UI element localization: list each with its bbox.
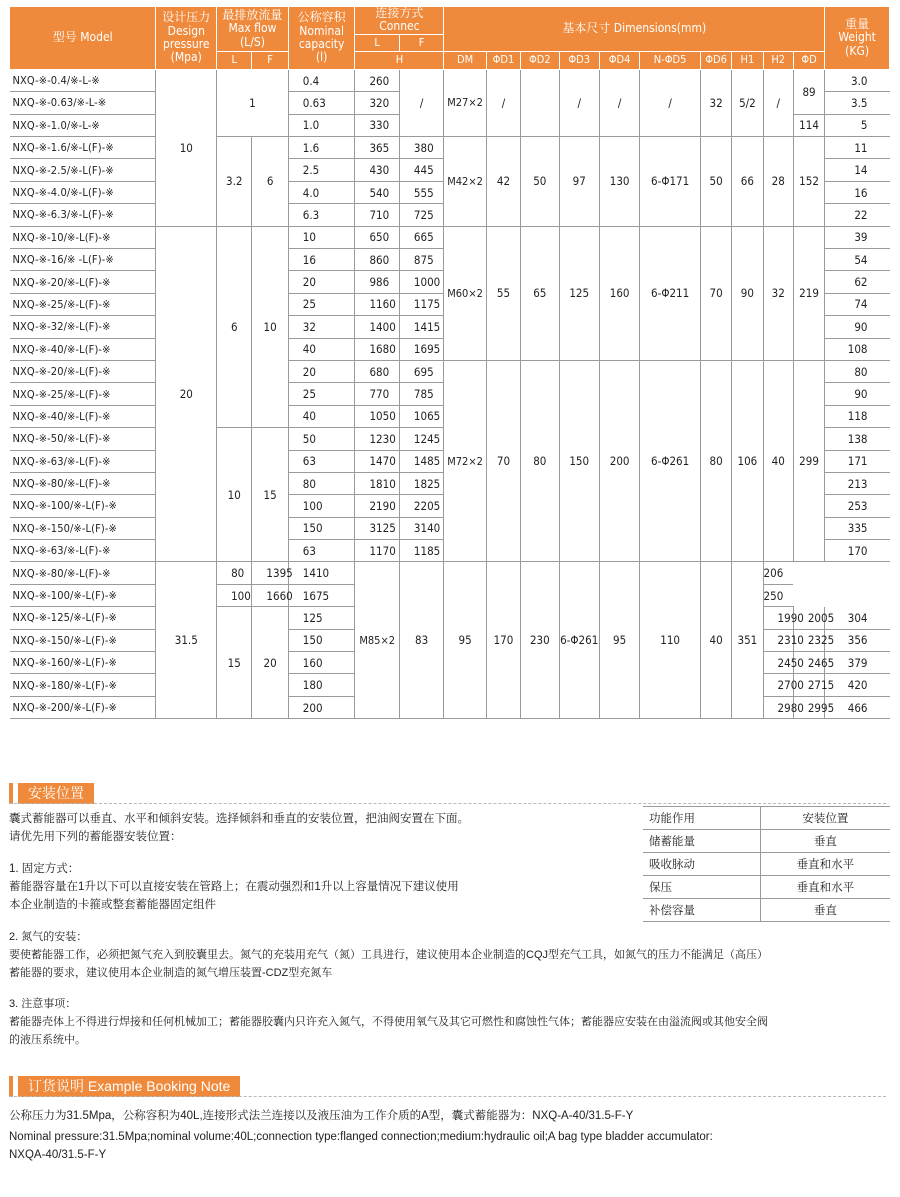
connect-l-cell: 330 [355,114,399,136]
model-cell: NXQ-※-16/※ -L(F)-※ [10,249,156,271]
table-row [643,876,890,899]
capacity-cell: 160 [288,652,355,674]
nd5-cell: 6-Φ211 [640,226,701,360]
d6-cell: 80 [700,360,731,562]
connect-h-cell: 875 [399,249,443,271]
model-cell: NXQ-※-125/※-L(F)-※ [10,607,156,629]
capacity-cell: 20 [288,360,355,382]
install-item-text: 蓄能器的要求，建议使用本企业制造的氮气增压装置-CDZ型充氮车 [9,967,333,979]
header-d6: ΦD6 [700,51,731,69]
connect-l-cell: 860 [355,249,399,271]
weight-cell: 5 [825,114,890,136]
header-nominal-capacity [288,7,355,70]
header-connect-h: H [355,51,444,69]
model-cell: NXQ-※-1.6/※-L(F)-※ [10,137,156,159]
flow-f-cell: 10 [252,226,288,428]
d-cell: 219 [793,226,824,360]
header-d1: ΦD1 [486,51,520,69]
nd5-cell: 6-Φ171 [640,137,701,227]
model-cell: NXQ-※-4.0/※-L(F)-※ [10,181,156,203]
d1-cell: 42 [486,137,520,227]
nd5-cell: / [640,69,701,136]
h1-cell: 66 [732,137,763,227]
connect-h-cell: 2325 [793,629,824,651]
capacity-cell: 6.3 [288,204,355,226]
header-weight-line: 重量 [845,16,870,31]
weight-cell: 54 [825,249,890,271]
flow-f-cell: 15 [252,428,288,562]
d1-cell: 83 [399,562,443,719]
model-cell: NXQ-※-100/※-L(F)-※ [10,495,156,517]
connect-l-cell: 430 [355,159,399,181]
d1-cell: / [486,69,520,136]
connect-l-cell: 680 [355,360,399,382]
connect-l-cell: 1810 [355,472,399,494]
h1-cell: 5/2 [732,69,763,136]
capacity-cell: 25 [288,293,355,315]
h2-cell: 40 [763,360,793,562]
d3-cell: / [559,69,599,136]
table-row [643,853,890,876]
model-cell: NXQ-※-180/※-L(F)-※ [10,674,156,696]
install-item-text: 的液压系统中。 [9,1034,86,1046]
model-cell: NXQ-※-6.3/※-L(F)-※ [10,204,156,226]
flow-l-cell: 10 [217,428,252,562]
header-design-pressure [156,7,217,70]
capacity-cell: 10 [288,226,355,248]
h1-cell: 90 [732,226,763,360]
booking-section-title: 订货说明 Example Booking Note [18,1076,240,1097]
header-weight-line: (KG) [845,43,870,58]
nd5-cell: 6-Φ261 [640,360,701,562]
weight-cell: 170 [825,540,890,562]
connect-l-cell: 1170 [355,540,399,562]
connect-h-cell: 3140 [399,517,443,539]
d-cell: 351 [732,562,763,719]
model-cell: NXQ-※-100/※-L(F)-※ [10,584,156,606]
connect-l-cell: 260 [355,69,399,91]
connect-h-cell: 2465 [793,652,824,674]
connect-l-cell: 1990 [763,607,793,629]
header-capacity-line: (l) [315,50,328,65]
capacity-cell: 100 [217,584,252,606]
capacity-cell: 16 [288,249,355,271]
connect-h-cell: 1410 [288,562,355,584]
table-row [643,830,890,853]
d3-cell: 97 [559,137,599,227]
spec-table-body [10,69,890,718]
position-cell: 垂直 [760,899,890,922]
header-max-flow-line: Max flow [228,21,277,36]
model-cell: NXQ-※-0.63/※-L-※ [10,92,156,114]
capacity-cell: 150 [288,629,355,651]
d6-cell: 95 [599,562,639,719]
model-cell: NXQ-※-150/※-L(F)-※ [10,517,156,539]
connect-h-cell: 665 [399,226,443,248]
capacity-cell: 25 [288,383,355,405]
model-cell: NXQ-※-20/※-L(F)-※ [10,271,156,293]
d3-cell: 150 [559,360,599,562]
connect-h-cell: 1675 [288,584,355,606]
flow-f-cell: 20 [252,607,288,719]
flow-l-cell: 15 [217,607,252,719]
connect-h-cell: 785 [399,383,443,405]
h2-cell: 28 [763,137,793,227]
model-cell: NXQ-※-32/※-L(F)-※ [10,316,156,338]
connect-l-cell: 710 [355,204,399,226]
weight-cell: 213 [825,472,890,494]
weight-cell: 39 [825,226,890,248]
connect-h-cell: 1245 [399,428,443,450]
install-item-text: 蓄能器壳体上不得进行焊接和任何机械加工；蓄能器胶囊内只许充入氮气，不得使用氧气及其它可燃性和腐蚀性气体；蓄能器应安装在由溢流阀或其他安全阀 [9,1016,768,1028]
capacity-cell: 63 [288,450,355,472]
install-item-text: 蓄能器容量在1升以下可以直接安装在管路上；在震动强烈和1升以上容量情况下建议使用 [9,881,459,893]
d4-cell: / [599,69,639,136]
model-cell: NXQ-※-160/※-L(F)-※ [10,652,156,674]
capacity-cell: 125 [288,607,355,629]
connect-h-cell: 2995 [793,696,824,718]
h2-cell: 32 [763,226,793,360]
header-design-pressure-line: Design [167,23,205,38]
d-cell: 114 [793,114,824,136]
weight-cell: 16 [825,181,890,203]
capacity-cell: 0.63 [288,92,355,114]
connect-l-cell: 1680 [355,338,399,360]
install-intro-line: 囊式蓄能器可以垂直、水平和倾斜安装。选择倾斜和垂直的安装位置，把油阀安置在下面。 [9,813,469,825]
capacity-cell: 0.4 [288,69,355,91]
weight-cell: 250 [763,584,793,606]
connect-l-cell: 365 [355,137,399,159]
header-design-pressure-line: 设计压力 [162,10,211,25]
function-cell: 吸收脉动 [643,853,760,876]
booking-section-header [9,1076,240,1097]
weight-cell: 206 [763,562,793,584]
header-connect-l: L [355,34,399,51]
connect-l-cell: 2980 [763,696,793,718]
install-item-text: 要使蓄能器工作，必须把氮气充入到胶囊里去。氮气的充装用充气（氮）工具进行，建议使用本企业制造的CQJ型充气工具，如氮气的压力不能满足（高压） [9,949,768,961]
header-max-flow [217,7,289,52]
connect-h-cell: 1695 [399,338,443,360]
function-cell: 储蓄能量 [643,830,760,853]
capacity-cell: 50 [288,428,355,450]
d6-cell: 50 [700,137,731,227]
capacity-cell: 1.6 [288,137,355,159]
install-item-title: 3. 注意事项： [9,998,77,1010]
install-item-1 [9,860,639,914]
connect-h-cell: 380 [399,137,443,159]
booking-note [9,1107,894,1164]
connect-l-cell: 2700 [763,674,793,696]
install-section-header [9,783,94,804]
connect-h-cell: 695 [399,360,443,382]
weight-cell: 11 [825,137,890,159]
connect-l-cell: 1395 [252,562,288,584]
weight-cell: 356 [825,629,890,651]
spec-table [9,6,890,719]
capacity-cell: 32 [288,316,355,338]
header-h1: H1 [732,51,763,69]
header-dm: DM [444,51,486,69]
d2-cell: 65 [521,226,559,360]
function-cell: 补偿容量 [643,899,760,922]
capacity-cell: 20 [288,271,355,293]
capacity-cell: 4.0 [288,181,355,203]
d4-cell: 130 [599,137,639,227]
model-cell: NXQ-※-80/※-L(F)-※ [10,562,156,584]
weight-cell: 420 [825,674,890,696]
connect-l-cell: 986 [355,271,399,293]
header-d3: ΦD3 [559,51,599,69]
position-cell: 垂直和水平 [760,853,890,876]
capacity-cell: 63 [288,540,355,562]
weight-cell: 22 [825,204,890,226]
model-cell: NXQ-※-40/※-L(F)-※ [10,338,156,360]
connect-h-cell: / [399,69,443,136]
weight-cell: 74 [825,293,890,315]
install-item-3 [9,995,894,1049]
header-design-pressure-line: pressure [162,36,210,51]
flow-l-cell: 3.2 [217,137,252,227]
dm-cell: M42×2 [444,137,486,227]
header-connect [355,7,444,35]
d4-cell: 160 [599,226,639,360]
header-nd5: N-ΦD5 [640,51,701,69]
model-cell: NXQ-※-25/※-L(F)-※ [10,293,156,315]
h2-cell: 40 [700,562,731,719]
pressure-cell: 10 [156,69,217,226]
connect-l-cell: 540 [355,181,399,203]
weight-cell: 171 [825,450,890,472]
position-cell: 垂直和水平 [760,876,890,899]
pressure-cell: 20 [156,226,217,562]
weight-cell: 80 [825,360,890,382]
model-cell: NXQ-※-63/※-L(F)-※ [10,450,156,472]
booking-line-cn: 公称压力为31.5Mpa，公称容积为40L,连接形式法兰连接以及液压油为工作介质的A型，囊式蓄能器为：NXQ-A-40/31.5-F-Y [9,1110,634,1122]
d3-cell: 125 [559,226,599,360]
header-design-pressure-line: (Mpa) [170,50,202,65]
connect-l-cell: 770 [355,383,399,405]
weight-cell: 304 [825,607,890,629]
weight-cell: 138 [825,428,890,450]
table-row [10,562,890,584]
header-max-flow-line: (L/S) [239,34,265,49]
d3-cell: 170 [486,562,520,719]
dm-cell: M27×2 [444,69,486,136]
connect-l-cell: 1470 [355,450,399,472]
flow-cell: 1 [217,69,289,136]
d-cell: 299 [793,360,824,562]
capacity-cell: 40 [288,405,355,427]
pressure-cell: 31.5 [156,562,217,719]
d1-cell: 55 [486,226,520,360]
header-d2: ΦD2 [521,51,559,69]
header-flow-f: F [252,51,288,69]
flow-l-cell: 6 [217,226,252,428]
dm-cell: M85×2 [355,562,399,719]
h1-cell: 110 [640,562,701,719]
dm-cell: M60×2 [444,226,486,360]
connect-l-cell: 3125 [355,517,399,539]
capacity-cell: 2.5 [288,159,355,181]
table-row [10,226,890,248]
weight-cell: 108 [825,338,890,360]
d2-cell [521,69,559,136]
model-cell: NXQ-※-0.4/※-L-※ [10,69,156,91]
d2-cell: 80 [521,360,559,562]
nd5-cell: 6-Φ261 [559,562,599,719]
connect-h-cell: 2715 [793,674,824,696]
d-cell: 89 [793,69,824,114]
connect-h-cell: 2205 [399,495,443,517]
capacity-cell: 80 [288,472,355,494]
connect-h-cell: 555 [399,181,443,203]
table-row [10,137,890,159]
dm-cell: M72×2 [444,360,486,562]
install-item-title: 1. 固定方式： [9,863,80,875]
d4-cell: 230 [521,562,559,719]
model-cell: NXQ-※-2.5/※-L(F)-※ [10,159,156,181]
table-row [10,360,890,382]
install-item-2 [9,928,894,982]
capacity-cell: 40 [288,338,355,360]
connect-l-cell: 650 [355,226,399,248]
header-weight [825,7,890,70]
position-cell: 垂直 [760,830,890,853]
booking-line-en: NXQA-40/31.5-F-Y [9,1149,107,1161]
connect-h-cell: 1485 [399,450,443,472]
connect-h-cell: 1825 [399,472,443,494]
header-max-flow-line: 最排放流量 [222,7,283,22]
spec-table-header [10,7,890,70]
h1-cell: 106 [732,360,763,562]
model-cell: NXQ-※-25/※-L(F)-※ [10,383,156,405]
model-cell: NXQ-※-150/※-L(F)-※ [10,629,156,651]
header-flow-l: L [217,51,252,69]
weight-cell: 14 [825,159,890,181]
connect-h-cell: 445 [399,159,443,181]
weight-cell: 3.0 [825,69,890,91]
header-capacity-line: capacity [298,36,345,51]
function-cell: 功能作用 [643,807,760,830]
connect-h-cell: 725 [399,204,443,226]
model-cell: NXQ-※-200/※-L(F)-※ [10,696,156,718]
connect-l-cell: 2310 [763,629,793,651]
header-connect-line: Connec [379,19,420,34]
install-intro [9,810,639,846]
model-cell: NXQ-※-63/※-L(F)-※ [10,540,156,562]
header-d4: ΦD4 [599,51,639,69]
weight-cell: 90 [825,383,890,405]
flow-f-cell: 6 [252,137,288,227]
capacity-cell: 150 [288,517,355,539]
d6-cell: 32 [700,69,731,136]
weight-cell: 379 [825,652,890,674]
header-connect-f: F [399,34,443,51]
d2-cell: 95 [444,562,486,719]
connect-l-cell: 2450 [763,652,793,674]
connect-h-cell: 1415 [399,316,443,338]
section-divider [9,1096,886,1097]
weight-cell: 62 [825,271,890,293]
weight-cell: 90 [825,316,890,338]
model-cell: NXQ-※-1.0/※-L-※ [10,114,156,136]
header-capacity-line: Nominal [299,23,344,38]
capacity-cell: 100 [288,495,355,517]
header-dimensions: 基本尺寸 Dimensions(mm) [444,7,825,52]
connect-h-cell: 1185 [399,540,443,562]
capacity-cell: 1.0 [288,114,355,136]
header-h2: H2 [763,51,793,69]
weight-cell: 253 [825,495,890,517]
connect-h-cell: 2005 [793,607,824,629]
model-cell: NXQ-※-40/※-L(F)-※ [10,405,156,427]
capacity-cell: 80 [217,562,252,584]
table-row [10,69,890,91]
connect-h-cell: 1000 [399,271,443,293]
connect-l-cell: 1050 [355,405,399,427]
install-item-text: 本企业制造的卡箍或整套蓄能器固定组件 [9,899,216,911]
d4-cell: 200 [599,360,639,562]
d-cell: 152 [793,137,824,227]
connect-l-cell: 1160 [355,293,399,315]
position-cell: 安装位置 [760,807,890,830]
section-accent-bar [9,1076,13,1097]
weight-cell: 3.5 [825,92,890,114]
section-accent-bar [9,783,13,804]
h2-cell: / [763,69,793,136]
model-cell: NXQ-※-80/※-L(F)-※ [10,472,156,494]
connect-l-cell: 1400 [355,316,399,338]
install-position-table [643,806,890,922]
header-connect-line: 连接方式 [375,6,424,20]
section-divider [9,803,886,804]
header-weight-line: Weight [838,30,876,45]
model-cell: NXQ-※-10/※-L(F)-※ [10,226,156,248]
d2-cell: 50 [521,137,559,227]
function-cell: 保压 [643,876,760,899]
connect-l-cell: 2190 [355,495,399,517]
header-d: ΦD [793,51,824,69]
d6-cell: 70 [700,226,731,360]
booking-line-en: Nominal pressure:31.5Mpa;nominal volume:40L;connection type:flanged connection;medium:hydraulic oil;A bag type bladder accumulator: [9,1131,713,1143]
weight-cell: 466 [825,696,890,718]
install-item-title: 2. 氮气的安装： [9,931,88,943]
table-row [643,899,890,922]
model-cell: NXQ-※-50/※-L(F)-※ [10,428,156,450]
connect-l-cell: 320 [355,92,399,114]
header-model: 型号 Model [10,7,156,70]
weight-cell: 335 [825,517,890,539]
weight-cell: 118 [825,405,890,427]
connect-h-cell: 1065 [399,405,443,427]
table-row [643,807,890,830]
d1-cell: 70 [486,360,520,562]
capacity-cell: 180 [288,674,355,696]
connect-h-cell: 1175 [399,293,443,315]
install-intro-line: 请优先用下列的蓄能器安装位置： [9,831,182,843]
install-section-title: 安装位置 [18,783,94,804]
model-cell: NXQ-※-20/※-L(F)-※ [10,360,156,382]
connect-l-cell: 1230 [355,428,399,450]
capacity-cell: 200 [288,696,355,718]
connect-l-cell: 1660 [252,584,288,606]
header-capacity-line: 公称容积 [297,10,346,25]
